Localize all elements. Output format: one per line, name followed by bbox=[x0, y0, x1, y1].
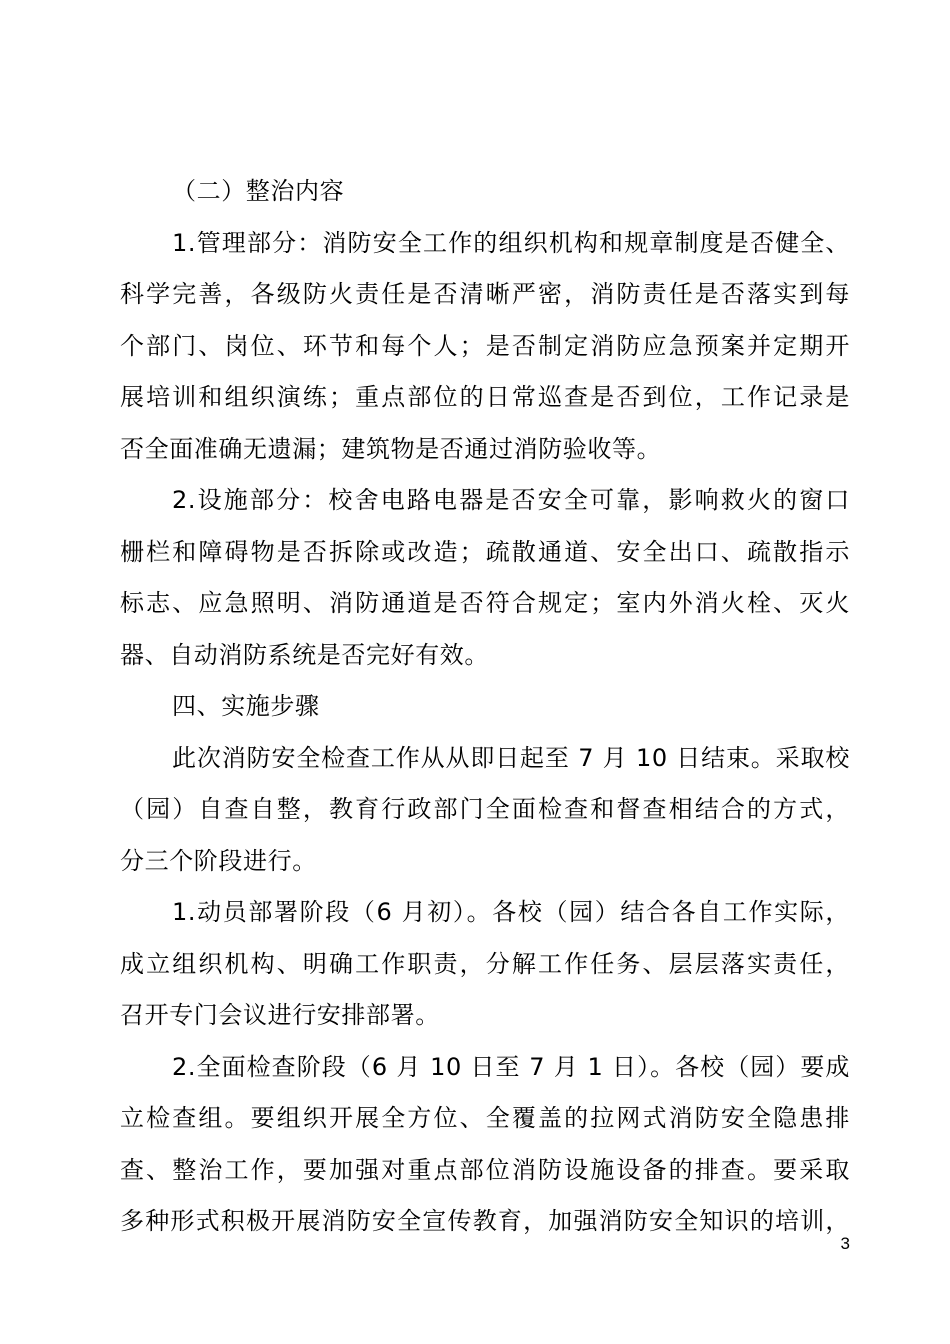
text-line: 栅栏和障碍物是否拆除或改造；疏散通道、安全出口、疏散指示 bbox=[120, 537, 850, 566]
page-number: 3 bbox=[840, 1234, 850, 1253]
text-line: 科学完善，各级防火责任是否清晰严密，消防责任是否落实到每 bbox=[120, 280, 850, 308]
text-line: 1.动员部署阶段（6 月初）。各校（园）结合各自工作实际， bbox=[172, 898, 850, 926]
text-line: 立检查组。要组织开展全方位、全覆盖的拉网式消防安全隐患排 bbox=[120, 1104, 850, 1132]
text-line: 否全面准确无遗漏；建筑物是否通过消防验收等。 bbox=[120, 434, 662, 463]
text-line: 四、实施步骤 bbox=[172, 692, 320, 720]
text-line: 2.全面检查阶段（6 月 10 日至 7 月 1 日）。各校（园）要成 bbox=[172, 1052, 850, 1081]
text-line: （园）自查自整，教育行政部门全面检查和督查相结合的方式， bbox=[120, 795, 850, 823]
text-line: （二）整治内容 bbox=[172, 177, 345, 205]
text-line: 展培训和组织演练；重点部位的日常巡查是否到位，工作记录是 bbox=[120, 383, 850, 411]
text-line: 召开专门会议进行安排部署。 bbox=[120, 1001, 440, 1029]
body-text bbox=[120, 166, 850, 1248]
text-line: 2.设施部分：校舍电路电器是否安全可靠，影响救火的窗口 bbox=[172, 486, 850, 514]
text-line: 个部门、岗位、环节和每个人；是否制定消防应急预案并定期开 bbox=[120, 331, 850, 360]
text-line: 查、整治工作，要加强对重点部位消防设施设备的排查。要采取 bbox=[120, 1155, 850, 1184]
text-line: 器、自动消防系统是否完好有效。 bbox=[120, 640, 489, 669]
text-line: 成立组织机构、明确工作职责，分解工作任务、层层落实责任， bbox=[120, 949, 850, 978]
text-line: 1.管理部分：消防安全工作的组织机构和规章制度是否健全、 bbox=[172, 228, 850, 257]
text-line: 分三个阶段进行。 bbox=[120, 846, 317, 875]
text-line: 标志、应急照明、消防通道是否符合规定；室内外消火栓、灭火 bbox=[120, 589, 850, 617]
text-line: 多种形式积极开展消防安全宣传教育，加强消防安全知识的培训， bbox=[120, 1207, 850, 1235]
text-line: 此次消防安全检查工作从从即日起至 7 月 10 日结束。采取校 bbox=[172, 743, 850, 772]
